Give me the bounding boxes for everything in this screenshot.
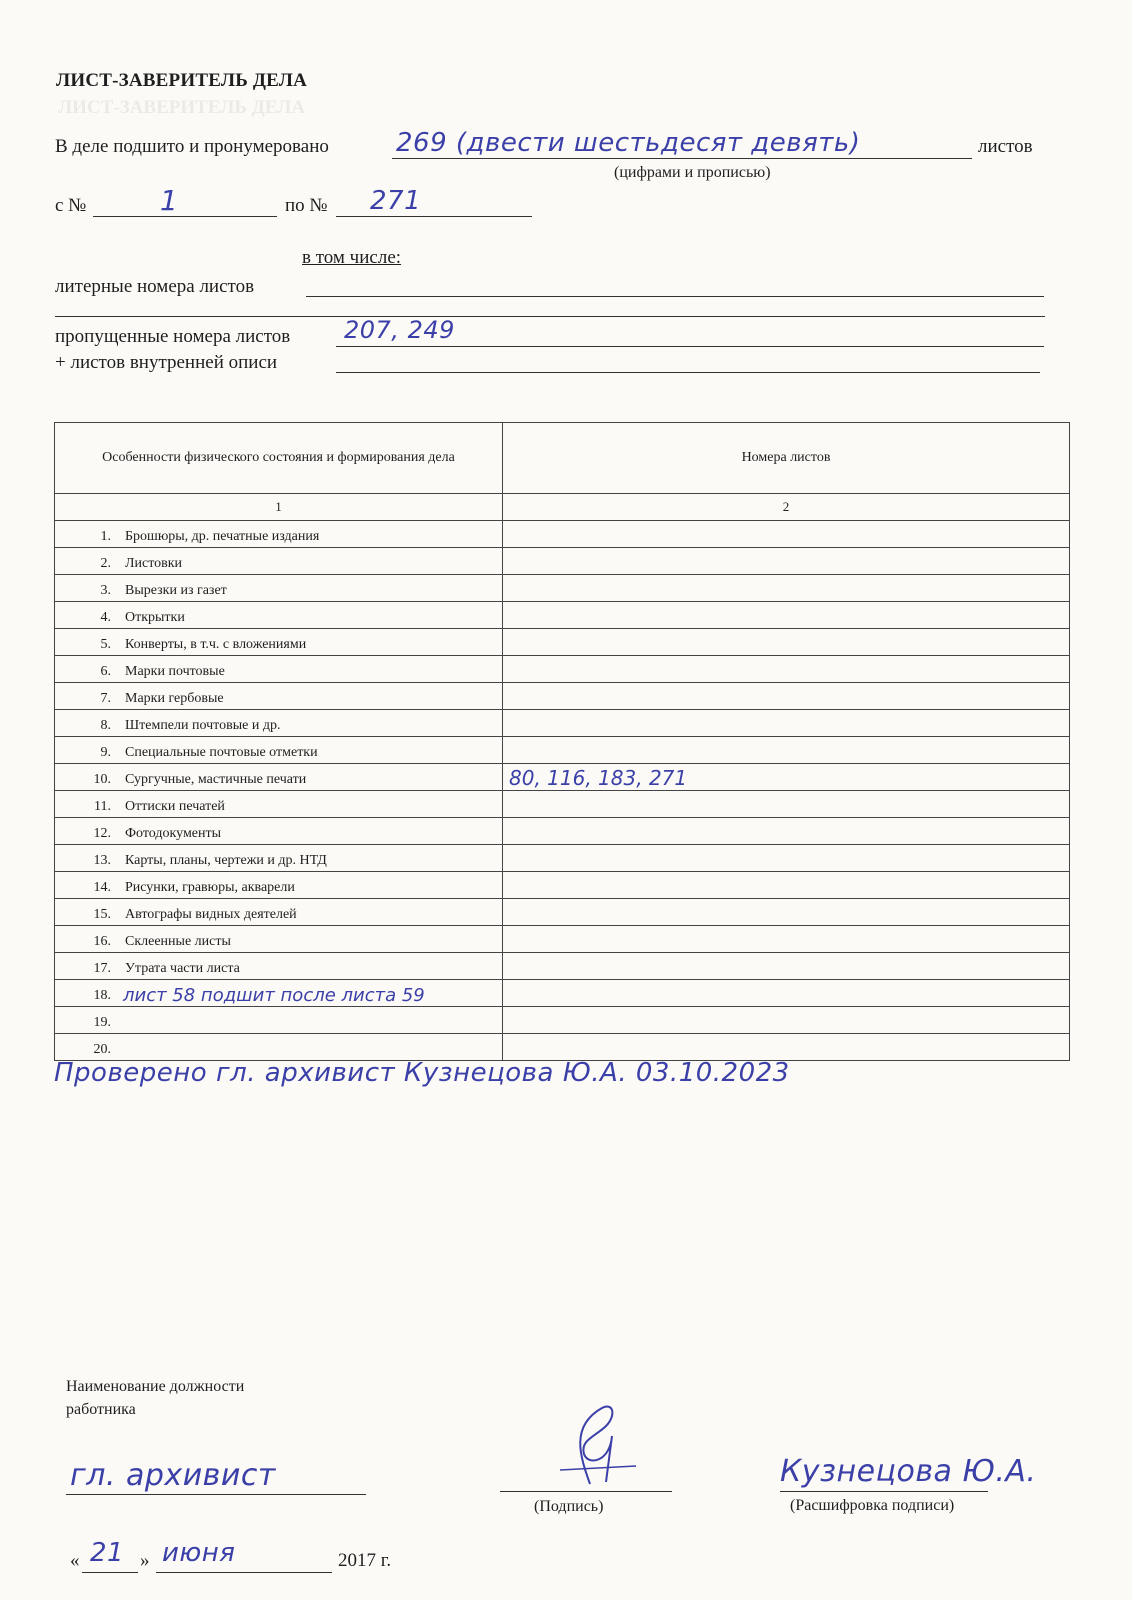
to-line [336, 216, 532, 217]
row-sheet-numbers [503, 523, 509, 547]
row-sheet-numbers [503, 793, 509, 817]
table-cell-feature [55, 1034, 503, 1061]
signature-mark [540, 1396, 650, 1492]
table-row [55, 980, 1070, 1007]
col1-number: 1 [55, 494, 503, 521]
date-month-line [156, 1572, 332, 1573]
date-year: 2017 г. [338, 1550, 392, 1571]
row-sheet-numbers [503, 1009, 509, 1033]
row-sheet-numbers [503, 1036, 509, 1060]
page-title: ЛИСТ-ЗАВЕРИТЕЛЬ ДЕЛА [56, 70, 308, 91]
physical-state-table [54, 422, 1070, 1061]
row-number: 14. [93, 880, 111, 895]
row-number: 9. [100, 745, 111, 760]
table-cell-feature [55, 710, 503, 737]
table-cell-feature [55, 521, 503, 548]
row-sheet-numbers [503, 847, 509, 871]
row-feature-text: Марки почтовые [125, 664, 225, 679]
row-sheet-numbers [503, 739, 509, 763]
from-value: 1 [160, 184, 179, 217]
table-cell-feature [55, 683, 503, 710]
row-number: 6. [100, 664, 111, 679]
missing-numbers-line [336, 346, 1044, 347]
row-feature-text: Марки гербовые [125, 691, 224, 706]
row-number: 19. [93, 1015, 111, 1030]
table-row [55, 656, 1070, 683]
table-row [55, 899, 1070, 926]
table-cell-sheet-numbers [503, 764, 1070, 791]
table-cell-sheet-numbers [503, 629, 1070, 656]
date-day-line [82, 1572, 138, 1573]
table-cell-feature [55, 791, 503, 818]
row-feature-text: Открытки [125, 610, 185, 625]
table-cell-feature [55, 899, 503, 926]
literal-numbers-line [306, 296, 1044, 297]
intro-suffix: листов [978, 136, 1033, 157]
date-open-quote: « [70, 1550, 80, 1571]
intro-prefix: В деле подшито и пронумеровано [55, 136, 329, 157]
table-cell-feature [55, 602, 503, 629]
row-number: 18. [93, 988, 111, 1003]
to-label: по № [285, 195, 328, 216]
table-cell-feature [55, 926, 503, 953]
row-number: 10. [93, 772, 111, 787]
row-feature-text: Фотодокументы [125, 826, 222, 841]
date-month: июня [162, 1538, 236, 1568]
row-number: 17. [93, 961, 111, 976]
table-header-row [55, 423, 1070, 494]
row-number: 7. [100, 691, 111, 706]
table-cell-sheet-numbers [503, 683, 1070, 710]
row-number: 16. [93, 934, 111, 949]
row-number: 20. [93, 1042, 111, 1057]
row-sheet-numbers [503, 577, 509, 601]
col2-header: Номера листов [503, 423, 1070, 494]
row-number: 1. [100, 529, 111, 544]
row-number: 8. [100, 718, 111, 733]
row-number: 3. [100, 583, 111, 598]
table-cell-sheet-numbers [503, 602, 1070, 629]
table-row [55, 683, 1070, 710]
handwritten-count: 269 (двести шестьдесят девять) [396, 128, 861, 158]
table-cell-sheet-numbers [503, 737, 1070, 764]
table-cell-feature [55, 548, 503, 575]
to-value: 271 [370, 186, 422, 216]
table-number-row [55, 494, 1070, 521]
row-sheet-numbers [503, 901, 509, 925]
table-row [55, 926, 1070, 953]
row-sheet-numbers [503, 550, 509, 574]
row-feature-text: Сургучные, мастичные печати [125, 772, 307, 787]
date-day: 21 [90, 1538, 125, 1568]
table-cell-sheet-numbers [503, 710, 1070, 737]
table-cell-feature [55, 737, 503, 764]
table-row [55, 872, 1070, 899]
decoding-label: (Расшифровка подписи) [790, 1497, 955, 1514]
table-row [55, 1007, 1070, 1034]
col2-number: 2 [503, 494, 1070, 521]
decoding-line [780, 1491, 988, 1492]
decoding-value: Кузнецова Ю.А. [780, 1454, 1037, 1489]
row-number: 12. [93, 826, 111, 841]
table-cell-feature [55, 1007, 503, 1034]
table-cell-feature [55, 575, 503, 602]
table-row [55, 791, 1070, 818]
table-cell-sheet-numbers [503, 926, 1070, 953]
table-cell-sheet-numbers [503, 1007, 1070, 1034]
table-cell-sheet-numbers [503, 980, 1070, 1007]
row-sheet-numbers [503, 928, 509, 952]
checked-note: Проверено гл. архивист Кузнецова Ю.А. 03.10.2023 [54, 1058, 790, 1088]
table-cell-feature [55, 629, 503, 656]
position-label-line2: работника [66, 1401, 136, 1418]
inner-inventory-line [336, 372, 1040, 373]
count-line [392, 158, 972, 159]
row-sheet-numbers [503, 820, 509, 844]
row-number: 13. [93, 853, 111, 868]
table-row [55, 1034, 1070, 1061]
row-sheet-numbers [503, 874, 509, 898]
table-cell-sheet-numbers [503, 548, 1070, 575]
table-cell-sheet-numbers [503, 791, 1070, 818]
literal-numbers-label: литерные номера листов [55, 276, 255, 297]
row-number: 4. [100, 610, 111, 625]
position-line [66, 1494, 366, 1495]
intro-hint: (цифрами и прописью) [614, 164, 771, 181]
table-row [55, 575, 1070, 602]
table-cell-feature [55, 818, 503, 845]
row-feature-text: Штемпели почтовые и др. [125, 718, 281, 733]
row-number: 2. [100, 556, 111, 571]
including-label: в том числе: [302, 247, 402, 268]
table-cell-sheet-numbers [503, 818, 1070, 845]
table-row [55, 710, 1070, 737]
table-cell-sheet-numbers [503, 656, 1070, 683]
table-cell-sheet-numbers [503, 1034, 1070, 1061]
table-cell-sheet-numbers [503, 872, 1070, 899]
row-sheet-numbers: 80, 116, 183, 271 [509, 766, 688, 790]
row-sheet-numbers [503, 982, 509, 1006]
signature-label: (Подпись) [534, 1498, 604, 1515]
table-row [55, 764, 1070, 791]
missing-numbers-value: 207, 249 [344, 316, 455, 344]
table-cell-feature [55, 845, 503, 872]
table-row [55, 629, 1070, 656]
table-row [55, 548, 1070, 575]
inner-inventory-label: + листов внутренней описи [55, 352, 278, 373]
row-feature-text: Оттиски печатей [125, 799, 225, 814]
table-row [55, 737, 1070, 764]
row-sheet-numbers [503, 955, 509, 979]
position-value: гл. архивист [70, 1458, 276, 1493]
from-line [93, 216, 277, 217]
row-feature-text: Карты, планы, чертежи и др. НТД [125, 853, 327, 868]
row-feature-text: Брошюры, др. печатные издания [125, 529, 320, 544]
table-row [55, 845, 1070, 872]
row-feature-text: Листовки [125, 556, 183, 571]
row-number: 15. [93, 907, 111, 922]
row-sheet-numbers [503, 685, 509, 709]
table-cell-feature [55, 953, 503, 980]
table-cell-feature [55, 764, 503, 791]
table-cell-feature [55, 656, 503, 683]
table-row [55, 818, 1070, 845]
row-feature-text: Рисунки, гравюры, акварели [125, 880, 295, 895]
table-row [55, 602, 1070, 629]
row-feature-text: Вырезки из газет [125, 583, 227, 598]
row-feature-text: Утрата части листа [125, 961, 240, 976]
table-cell-sheet-numbers [503, 521, 1070, 548]
row-feature-text: лист 58 подшит после листа 59 [123, 985, 425, 1006]
bleed-through-title: ЛИСТ-ЗАВЕРИТЕЛЬ ДЕЛА [58, 97, 306, 118]
missing-numbers-label: пропущенные номера листов [55, 326, 291, 347]
col1-header: Особенности физического состояния и формирования дела [55, 423, 503, 494]
row-feature-text: Склеенные листы [125, 934, 231, 949]
row-feature-text: Автографы видных деятелей [125, 907, 297, 922]
row-sheet-numbers [503, 604, 509, 628]
date-close-quote: » [140, 1550, 150, 1571]
table-row [55, 521, 1070, 548]
row-sheet-numbers [503, 658, 509, 682]
table-cell-sheet-numbers [503, 575, 1070, 602]
row-number: 5. [100, 637, 111, 652]
table-row [55, 953, 1070, 980]
table-cell-feature [55, 980, 503, 1007]
table-cell-sheet-numbers [503, 953, 1070, 980]
table-cell-feature [55, 872, 503, 899]
row-feature-text: Конверты, в т.ч. с вложениями [125, 637, 307, 652]
row-sheet-numbers [503, 712, 509, 736]
row-sheet-numbers [503, 631, 509, 655]
table-cell-sheet-numbers [503, 845, 1070, 872]
row-feature-text: Специальные почтовые отметки [125, 745, 318, 760]
literal-numbers-line-2 [55, 316, 1045, 317]
row-number: 11. [94, 799, 111, 814]
table-cell-sheet-numbers [503, 899, 1070, 926]
from-label: с № [55, 195, 87, 216]
position-label-line1: Наименование должности [66, 1378, 245, 1395]
